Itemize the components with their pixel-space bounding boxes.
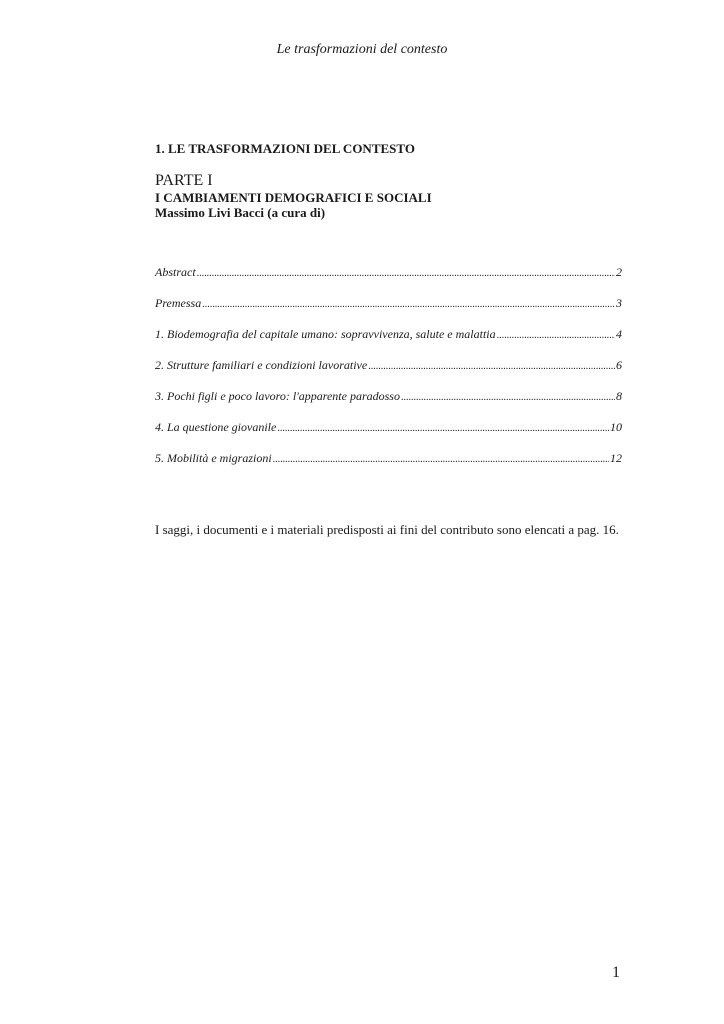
toc-entry-4[interactable] bbox=[155, 420, 622, 451]
running-header: Le trasformazioni del contesto bbox=[276, 42, 448, 57]
toc-entry-page: 6 bbox=[616, 358, 622, 372]
part-subtitle: I CAMBIAMENTI DEMOGRAFICI E SOCIALI bbox=[155, 190, 432, 205]
toc-entry-page: 8 bbox=[616, 389, 622, 403]
page-number: 1 bbox=[612, 964, 620, 981]
toc-entry-title: Abstract bbox=[155, 265, 196, 279]
toc-entry-premessa[interactable] bbox=[155, 296, 622, 327]
toc-entry-5[interactable] bbox=[155, 451, 622, 482]
toc-leader-dots bbox=[202, 299, 615, 310]
toc-entry-title: 1. Biodemografia del capitale umano: sopravvivenza, salute e malattia bbox=[155, 327, 496, 341]
toc-leader-dots bbox=[497, 330, 615, 341]
section-title: 1. LE TRASFORMAZIONI DEL CONTESTO bbox=[155, 141, 415, 156]
part-label: PARTE I bbox=[155, 172, 213, 189]
materials-note: I saggi, i documenti e i materiali predisposti ai fini del contributo sono elencati a pag. 16. bbox=[155, 522, 619, 537]
toc-entry-title: 4. La questione giovanile bbox=[155, 420, 277, 434]
toc-leader-dots bbox=[401, 392, 615, 403]
toc-entry-title: 5. Mobilità e migrazioni bbox=[155, 451, 272, 465]
toc-entry-title: Premessa bbox=[155, 296, 202, 310]
toc-entry-title: 3. Pochi figli e poco lavoro: l'apparente paradosso bbox=[155, 389, 400, 403]
part-heading bbox=[155, 172, 432, 220]
toc-entry-page: 10 bbox=[610, 420, 622, 434]
toc-leader-dots bbox=[197, 268, 615, 279]
toc-entry-1[interactable] bbox=[155, 327, 622, 358]
part-editor: Massimo Livi Bacci (a cura di) bbox=[155, 205, 326, 220]
toc-entry-2[interactable] bbox=[155, 358, 622, 389]
toc-entry-page: 12 bbox=[610, 451, 622, 465]
toc-entry-abstract[interactable] bbox=[155, 265, 622, 296]
toc-entry-3[interactable] bbox=[155, 389, 622, 420]
toc-leader-dots bbox=[273, 454, 609, 465]
toc-leader-dots bbox=[368, 361, 615, 372]
table-of-contents bbox=[155, 265, 622, 482]
toc-entry-page: 2 bbox=[616, 265, 622, 279]
toc-entry-title: 2. Strutture familiari e condizioni lavorative bbox=[155, 358, 368, 372]
toc-leader-dots bbox=[277, 423, 609, 434]
toc-entry-page: 4 bbox=[616, 327, 622, 341]
toc-entry-page: 3 bbox=[616, 296, 622, 310]
